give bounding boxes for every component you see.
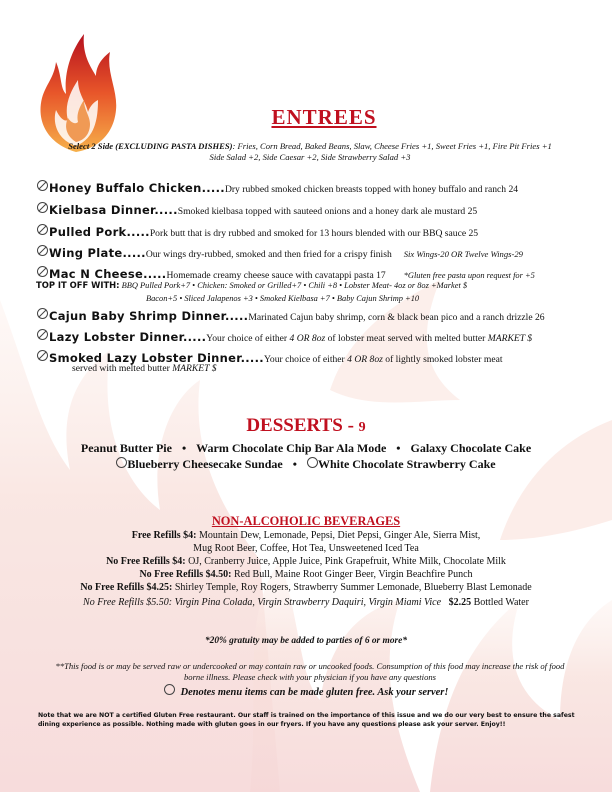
gluten-free-icon (37, 266, 48, 277)
dessert-item: Galaxy Chocolate Cake (410, 441, 532, 455)
entree-name: Pulled Pork..... (49, 225, 150, 239)
entree-extra: Six Wings-20 OR Twelve Wings-29 (403, 249, 523, 259)
select-sides-list-2: Side Salad +2, Side Caesar +2, Side Strawberry Salad +3 (209, 152, 411, 162)
entree-item (37, 308, 597, 324)
gluten-free-icon (37, 245, 48, 256)
entree-desc: Marinated Cajun baby shrimp, corn & black bean pico and a ranch drizzle 26 (248, 312, 545, 323)
gluten-free-icon (164, 684, 175, 695)
entree-desc-2: of lightly smoked lobster meat (382, 354, 503, 365)
entree-name: Smoked Lazy Lobster Dinner..... (49, 351, 264, 365)
entree-desc: Dry rubbed smoked chicken breasts topped with honey buffalo and ranch 24 (224, 184, 519, 195)
dessert-item: White Chocolate Strawberry Cake (317, 457, 496, 471)
entree-name: Cajun Baby Shrimp Dinner..... (49, 309, 249, 323)
gluten-free-legend-text: Denotes menu items can be made gluten free. Ask your server! (180, 687, 449, 698)
entree-desc-italic: 4 OR 8oz (289, 333, 326, 344)
bottled-water-label: Bottled Water (471, 597, 529, 608)
entree-name: Wing Plate..... (49, 246, 146, 260)
gluten-free-icon (307, 457, 318, 468)
entree-desc: Our wings dry-rubbed, smoked and then fried for a crispy finish (145, 249, 392, 260)
entree-desc: Homemade creamy cheese sauce with cavatappi pasta 17 (166, 270, 386, 281)
gluten-free-icon (37, 180, 48, 191)
beverage-line (0, 582, 612, 593)
beverage-label: No Free Refills $4: (106, 556, 186, 567)
entree-price: MARKET $ (172, 363, 217, 374)
entree-item (37, 329, 597, 345)
entree-price: MARKET $ (487, 333, 533, 344)
separator: • (181, 441, 187, 455)
entree-item (37, 224, 597, 240)
top-it-off-line (36, 280, 467, 290)
entree-desc: Pork butt that is dry rubbed and smoked for 13 hours blended with our BBQ sauce 25 (149, 228, 479, 239)
bottled-water-price: $2.25 (448, 597, 472, 608)
select-sides-note (30, 141, 590, 163)
entree-name: Mac N Cheese..... (49, 267, 167, 281)
gluten-free-icon (37, 350, 48, 361)
desserts-price: 9 (358, 420, 366, 435)
raw-warning-line-1: **This food is or may be served raw or undercooked or may contain raw or uncooked foods. Consumption of this food may increase the risk of food (55, 661, 565, 671)
beverage-line (0, 543, 612, 554)
dessert-item: Blueberry Cheesecake Sundae (127, 457, 283, 471)
top-it-off-list: BBQ Pulled Pork+7 • Chicken: Smoked or Grilled+7 • Chili +8 • Lobster Meat- 4oz or 8oz +Market $ (121, 281, 468, 290)
beverage-label: Free Refills $4: (131, 530, 197, 541)
beverage-line (0, 597, 612, 608)
dessert-item: Peanut Butter Pie (80, 441, 172, 455)
desserts-title-text: DESSERTS - (246, 415, 359, 436)
raw-food-warning (30, 661, 590, 683)
beverage-label: No Free Refills $4.25: (80, 582, 173, 593)
beverages-title: NON-ALCOHOLIC BEVERAGES (211, 514, 401, 528)
beverage-list-italic: No Free Refills $5.50: Virgin Pina Colada, Virgin Strawberry Daquiri, Virgin Miami Vice (83, 597, 442, 608)
dessert-row-2 (0, 457, 612, 472)
beverage-line (0, 556, 612, 567)
beverage-label: No Free Refills $4.50: (139, 569, 232, 580)
entree-desc: Your choice of either (206, 333, 290, 344)
beverage-line (0, 530, 612, 541)
entree-item (37, 180, 597, 196)
entree-desc-line2: served with melted butter (72, 363, 173, 374)
beverage-line (0, 569, 612, 580)
beverage-list: OJ, Cranberry Juice, Apple Juice, Pink Grapefruit, White Milk, Chocolate Milk (185, 556, 506, 567)
beverage-list: Mug Root Beer, Coffee, Hot Tea, Unsweetened Iced Tea (193, 543, 419, 554)
select-sides-list: : Fries, Corn Bread, Baked Beans, Slaw, Cheese Fries +1, Sweet Fries +1, Fire Pit Fries +1 (232, 141, 552, 151)
entree-extra: *Gluten free pasta upon request for +5 (403, 271, 535, 280)
beverage-list: Shirley Temple, Roy Rogers, Strawberry Summer Lemonade, Blueberry Blast Lemonade (172, 582, 532, 593)
gluten-disclaimer: Note that we are NOT a certified Gluten Free restaurant. Our staff is trained on the importance of this issue and we do our very best to ensure the safest dining experience as possible. Nothing made with gluten goes in our fryers. If you have any questions please ask your server. Enjoy!! (38, 712, 575, 728)
entree-name: Kielbasa Dinner..... (49, 203, 178, 217)
entree-name: Honey Buffalo Chicken..... (49, 181, 225, 195)
raw-warning-line-2: borne illness. Please check with your physician if you have any questions (183, 672, 437, 682)
desserts-title (0, 415, 612, 437)
dessert-item: Warm Chocolate Chip Bar Ala Mode (196, 441, 387, 455)
top-it-off-line-2: Bacon+5 • Sliced Jalapenos +3 • Smoked Kielbasa +7 • Baby Cajun Shrimp +10 (146, 294, 420, 303)
separator: • (396, 441, 401, 455)
entree-desc-italic: 4 OR 8oz (347, 354, 383, 365)
separator: • (292, 457, 297, 471)
dessert-row-1 (0, 441, 612, 456)
entree-item (37, 202, 597, 218)
entree-item (37, 245, 597, 261)
gluten-free-icon (37, 329, 48, 340)
gluten-free-icon (37, 308, 48, 319)
entree-desc-2: of lobster meat served with melted butter (325, 333, 488, 344)
entrees-title: ENTREES (271, 105, 377, 129)
gluten-free-icon (37, 202, 48, 213)
beverage-list: Mountain Dew, Lemonade, Pepsi, Diet Pepsi, Ginger Ale, Sierra Mist, (196, 530, 481, 541)
gluten-free-icon (37, 224, 48, 235)
entree-item-continued (72, 362, 612, 375)
top-it-off-label: TOP IT OFF WITH: (36, 280, 120, 290)
gluten-free-icon (116, 457, 127, 468)
select-sides-label: Select 2 Side (EXCLUDING PASTA DISHES) (68, 141, 233, 151)
gluten-free-legend (0, 684, 612, 698)
entree-desc: Smoked kielbasa topped with sauteed onions and a honey dark ale mustard 25 (177, 206, 478, 217)
entree-desc: Your choice of either (263, 354, 348, 365)
gratuity-note: *20% gratuity may be added to parties of 6 or more* (204, 636, 408, 646)
entree-name: Lazy Lobster Dinner..... (49, 330, 207, 344)
beverage-list: Red Bull, Maine Root Ginger Beer, Virgin Beachfire Punch (231, 569, 473, 580)
